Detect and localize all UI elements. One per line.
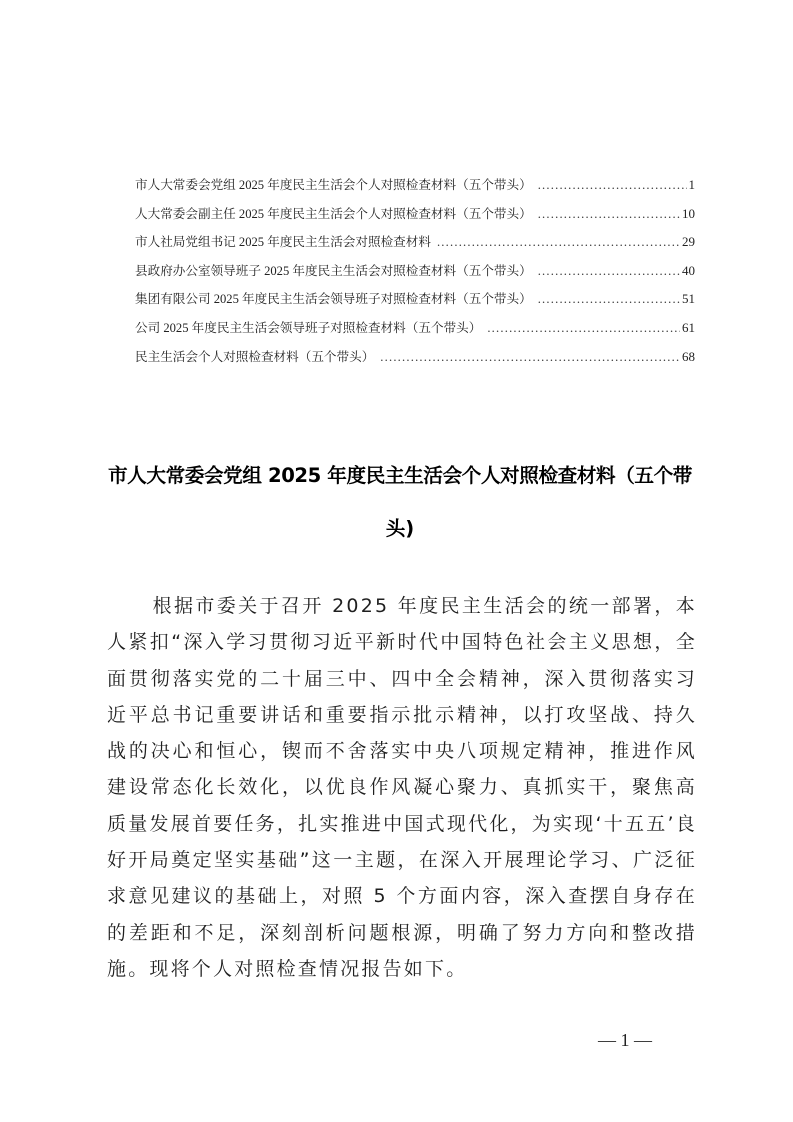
toc-entry[interactable] [135,318,695,347]
toc-entry-page: 68 [682,348,695,364]
toc-entry-title: 市人社局党组书记 2025 年度民主生活会对照检查材料 [135,235,431,250]
toc-leader-dots [538,204,680,224]
toc-entry-page: 1 [688,177,695,192]
toc-entry[interactable] [135,175,695,204]
toc-entry[interactable] [135,261,695,290]
toc-entry-title: 市人大常委会党组 2025 年度民主生活会个人对照检查材料（五个带头） [135,178,532,192]
toc-entry-title: 县政府办公室领导班子 2025 年度民主生活会对照检查材料（五个带头） [135,263,532,278]
toc-entry-title: 公司 2025 年度民主生活会领导班子对照检查材料（五个带头） [135,320,482,335]
document-title [104,449,696,555]
toc-entry[interactable] [135,204,695,233]
page-number: — 1 — [598,1030,652,1050]
toc-leader-dots [538,175,687,195]
toc-entry[interactable] [135,347,695,376]
toc-entry-title: 人大常委会副主任 2025 年度民主生活会个人对照检查材料（五个带头） [135,206,532,221]
toc-leader-dots [437,232,680,252]
document-title-line-2: 头) [385,517,415,540]
toc-entry-page: 40 [682,262,695,278]
document-title-line-1: 市人大常委会党组 2025 年度民主生活会个人对照检查材料（五个带 [107,464,692,487]
toc-entry-title: 民主生活会个人对照检查材料（五个带头） [135,349,375,364]
toc-entry-title: 集团有限公司 2025 年度民主生活会领导班子对照检查材料（五个带头） [135,292,532,307]
toc-entry[interactable] [135,289,695,318]
toc-leader-dots [487,318,680,338]
toc-leader-dots [380,347,680,367]
table-of-contents [135,175,695,375]
toc-entry-page: 10 [682,205,695,221]
toc-entry-page: 51 [682,291,695,307]
toc-leader-dots [538,261,680,281]
toc-entry-page: 29 [682,234,695,250]
toc-entry[interactable] [135,232,695,261]
body-paragraph: 根据市委关于召开 2025 年度民主生活会的统一部署，本人紧扣“深入学习贯彻习近平新时代中国特色社会主义思想，全面贯彻落实党的二十届三中、四中全会精神，深入贯彻落实习近平总书记重要讲话和重要指示批示精神，以打攻坚战、持久战的决心和恒心，锲而不舍落实中央八项规定精神，推进作风建设常态化长效化，以优良作风凝心聚力、真抓实干，聚焦高质量发展首要任务，扎实推进中国式现代化，为实现‘十五五’良好开局奠定坚实基础”这一主题，在深入开展理论学习、广泛征求意见建议的基础上，对照 5 个方面内容，深入查摆自身存在的差距和不足，深刻剖析问题根源，明确了努力方向和整改措施。现将个人对照检查情况报告如下。 [107,595,697,980]
toc-entry-page: 61 [682,319,695,335]
toc-leader-dots [538,289,680,309]
